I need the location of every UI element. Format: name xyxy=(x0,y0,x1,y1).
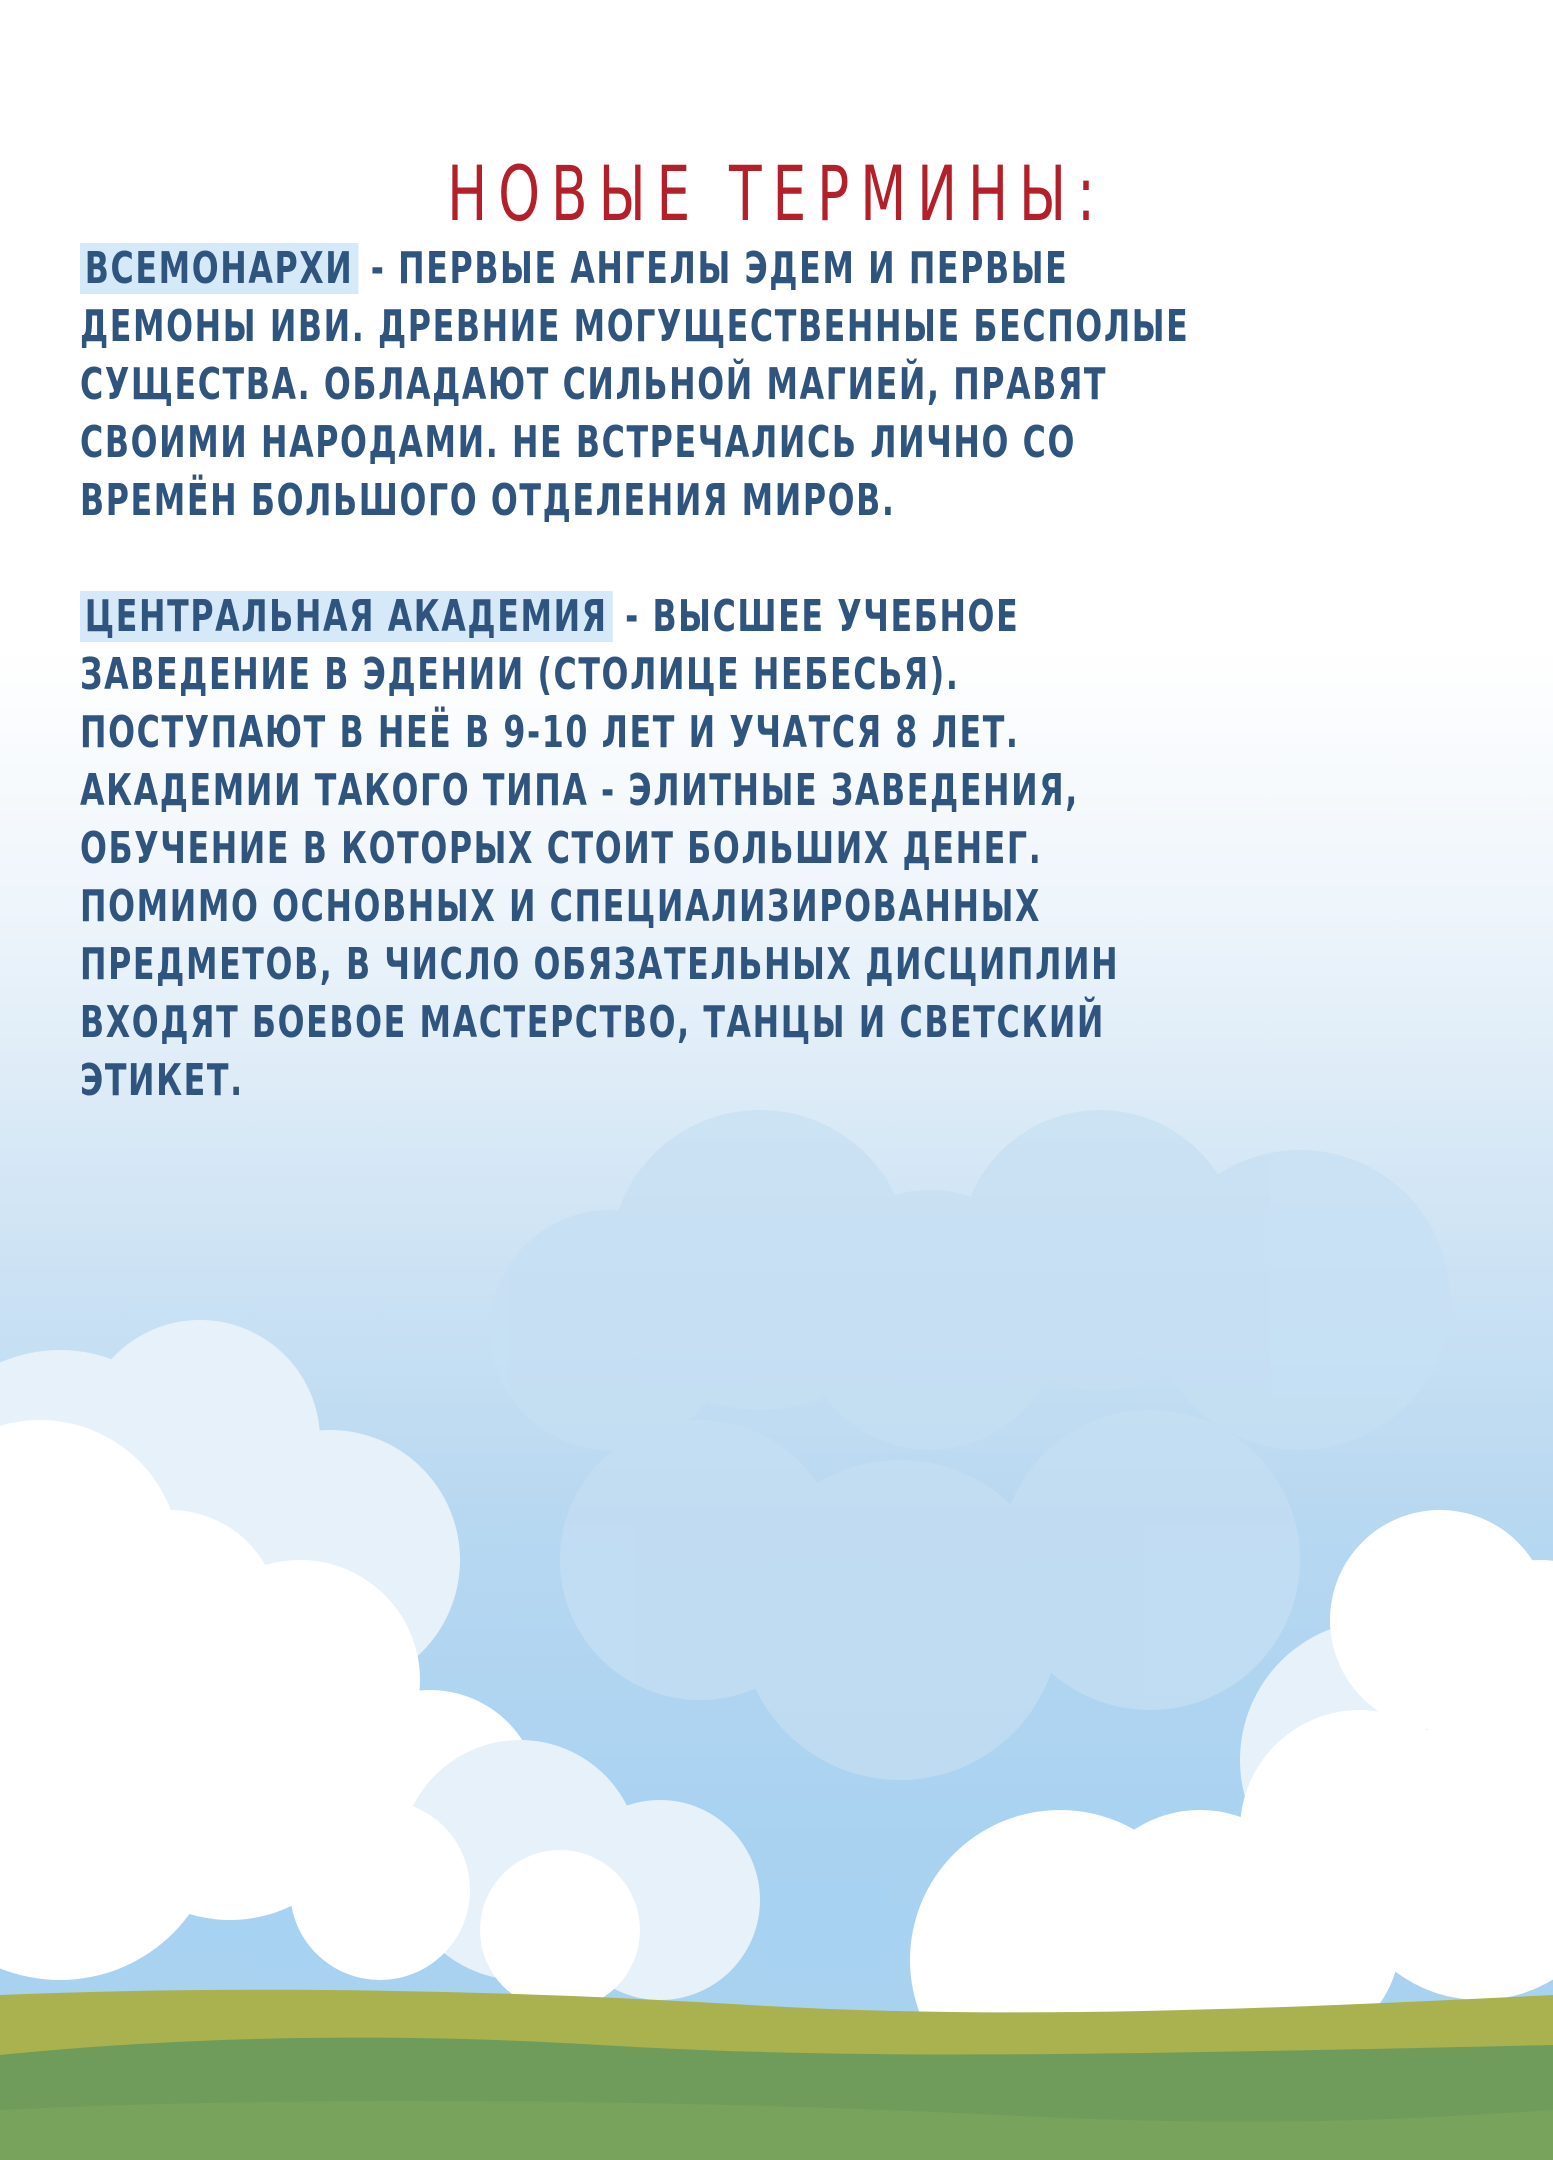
term-highlight: ВСЕМОНАРХИ xyxy=(80,243,358,294)
term-definition-continued: ПОСТУПАЮТ В НЕЁ В 9-10 ЛЕТ И УЧАТСЯ 8 ЛЕТ. АКАДЕМИИ ТАКОГО ТИПА - ЭЛИТНЫЕ ЗАВЕДЕНИЯ, ОБУЧЕНИЕ В КОТОРЫХ СТОИТ БОЛЬШИХ ДЕНЕГ. ПОМИМО ОСНОВНЫХ И СПЕЦИАЛИЗИРОВАННЫХ ПРЕДМЕТОВ, В ЧИСЛО ОБЯЗАТЕЛЬНЫХ ДИСЦИПЛИН ВХОДЯТ БОЕВОЕ МАСТЕРСТВО, ТАНЦЫ И СВЕТСКИЙ ЭТИКЕТ. xyxy=(80,707,1120,1106)
term-entry xyxy=(80,588,1200,1110)
terms-content xyxy=(80,240,1200,1168)
term-definition: ПЕРВЫЕ АНГЕЛЫ ЭДЕМ И ПЕРВЫЕ ДЕМОНЫ ИВИ. ДРЕВНИЕ МОГУЩЕСТВЕННЫЕ БЕСПОЛЫЕ СУЩЕСТВА. ОБЛАДАЮТ СИЛЬНОЙ МАГИЕЙ, ПРАВЯТ СВОИМИ НАРОДАМИ. НЕ ВСТРЕЧАЛИСЬ ЛИЧНО СО ВРЕМЁН БОЛЬШОГО ОТДЕЛЕНИЯ МИРОВ. xyxy=(80,243,1190,526)
term-highlight: ЦЕНТРАЛЬНАЯ АКАДЕМИЯ xyxy=(80,591,612,642)
term-separator: - xyxy=(612,591,653,642)
term-entry xyxy=(80,240,1200,530)
term-definition: ВЫСШЕЕ УЧЕБНОЕ ЗАВЕДЕНИЕ В ЭДЕНИИ (СТОЛИЦЕ НЕБЕСЬЯ). xyxy=(80,591,1020,700)
term-separator: - xyxy=(358,243,399,294)
page-title: НОВЫЕ ТЕРМИНЫ: xyxy=(447,148,1106,238)
